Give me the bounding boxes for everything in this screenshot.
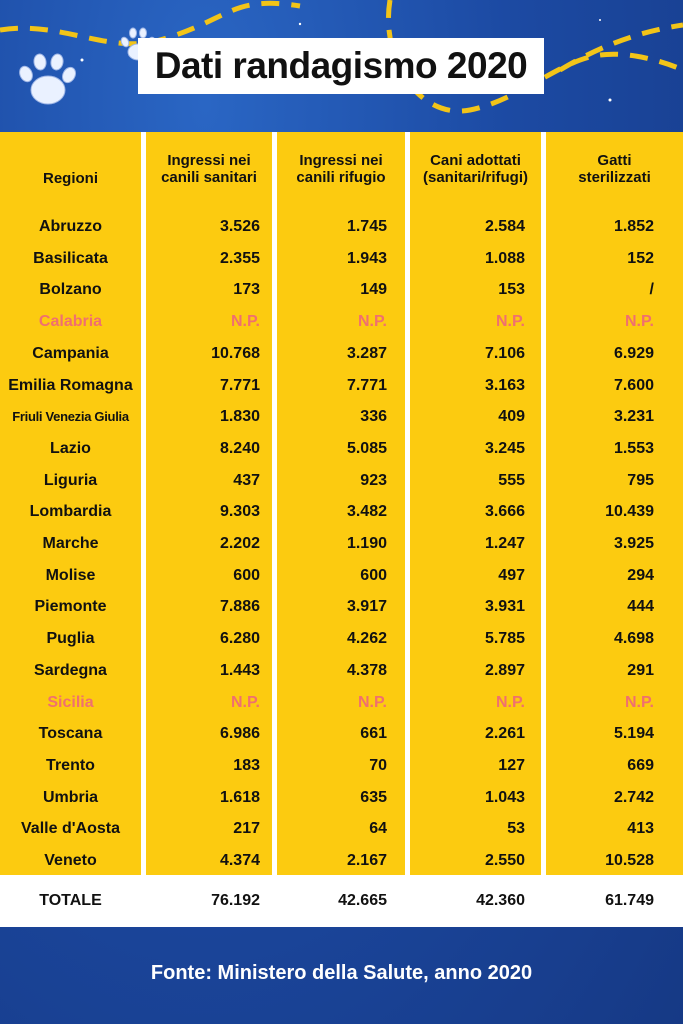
table-cell: 1.443 (219, 661, 260, 679)
total-label: TOTALE (39, 892, 102, 909)
table-cell: 7.600 (613, 376, 654, 394)
header-col4-line2: sterilizzati (578, 169, 651, 186)
table-cell: 70 (369, 756, 387, 774)
table-row (0, 560, 683, 591)
title-box (138, 38, 544, 94)
table-cell: 6.280 (219, 630, 260, 648)
table-cell: 2.584 (484, 218, 525, 235)
header-col2-line1: Ingressi nei (299, 152, 383, 169)
table-row (0, 306, 683, 337)
table-cell: 64 (369, 820, 387, 838)
table-cell: 413 (627, 820, 654, 838)
table-cell: 3.231 (613, 408, 654, 426)
table-cell: 7.106 (484, 344, 525, 362)
table-cell: 444 (627, 598, 654, 616)
table-cell: 2.202 (219, 535, 260, 552)
region-name: Campania (32, 344, 109, 362)
table-row (0, 401, 683, 432)
table-cell: 635 (360, 788, 387, 806)
table-cell: N.P. (357, 313, 387, 331)
table-cell: 10.439 (605, 503, 654, 521)
table-cell: 4.698 (613, 630, 654, 648)
table-cell: 661 (360, 725, 387, 743)
region-name: Emilia Romagna (8, 376, 133, 394)
table-row (0, 718, 683, 749)
table-cell: 1.852 (613, 218, 654, 235)
table-cell: 2.742 (613, 788, 654, 806)
table-cell: N.P. (357, 693, 387, 711)
table-cell: 5.085 (346, 439, 387, 457)
table-cell: 1.745 (346, 218, 387, 235)
header-col3 (410, 152, 541, 186)
table-cell: 497 (498, 566, 525, 584)
table-cell: 3.287 (346, 344, 387, 362)
source-caption: Fonte: Ministero della Salute, anno 2020 (150, 962, 533, 984)
table-cell: 5.785 (484, 630, 525, 648)
table-cell: 437 (233, 471, 260, 489)
total-row (0, 875, 683, 927)
table-cell: 127 (498, 756, 525, 774)
table-cell: N.P. (624, 693, 654, 711)
table-row (0, 243, 683, 274)
table-cell: 3.245 (484, 439, 525, 457)
region-name: Abruzzo (38, 218, 103, 235)
table-cell: 6.929 (613, 344, 654, 362)
table-cell: 3.925 (613, 535, 654, 552)
table-cell: 294 (627, 566, 654, 584)
table-cell: 5.194 (613, 725, 654, 743)
region-name: Bolzano (39, 281, 102, 299)
table-cell: 53 (507, 820, 525, 838)
region-name: Piemonte (34, 598, 107, 616)
header-col1 (146, 152, 272, 186)
header-regions: Regioni (43, 170, 98, 187)
table-cell: 3.482 (346, 503, 387, 521)
region-name: Molise (45, 566, 96, 584)
table-cell: N.P. (230, 693, 260, 711)
table-cell: 7.886 (219, 598, 260, 616)
table-cell: 291 (627, 661, 654, 679)
table-cell: 1.830 (219, 408, 260, 426)
region-name: Friuli Venezia Giulia (12, 409, 129, 425)
header-col4 (546, 152, 683, 186)
region-name: Sicilia (47, 693, 94, 711)
region-name: Lazio (50, 439, 91, 457)
table-cell: 2.550 (484, 852, 525, 869)
table-cell: 6.986 (219, 725, 260, 743)
table-cell: 1.618 (219, 788, 260, 806)
table-cell: 173 (233, 281, 260, 299)
table-row (0, 750, 683, 781)
header-col1-line1: Ingressi nei (167, 152, 251, 169)
region-name: Trento (46, 756, 95, 774)
region-name: Veneto (44, 852, 97, 869)
header-col2 (277, 152, 405, 186)
table-cell: 1.043 (484, 788, 525, 806)
table-cell: 3.163 (484, 376, 525, 394)
header-col3-line1: Cani adottati (430, 152, 521, 169)
region-name: Puglia (46, 630, 95, 648)
region-name: Umbria (42, 788, 99, 806)
table-row (0, 433, 683, 464)
table-cell: 795 (627, 471, 654, 489)
table-cell: 217 (233, 820, 260, 838)
region-name: Marche (42, 535, 99, 552)
table-cell: 2.897 (484, 661, 525, 679)
header-col1-line2: canili sanitari (161, 169, 257, 186)
table-cell: 600 (360, 566, 387, 584)
table-row (0, 813, 683, 844)
table-row (0, 528, 683, 559)
table-row (0, 496, 683, 527)
table-cell: 7.771 (219, 376, 260, 394)
table-cell: N.P. (495, 693, 525, 711)
table-row (0, 623, 683, 654)
region-name: Valle d'Aosta (21, 820, 120, 838)
table-cell: 183 (233, 756, 260, 774)
table-row (0, 274, 683, 305)
header-col2-line2: canili rifugio (296, 169, 386, 186)
table-cell: 4.378 (346, 661, 387, 679)
region-name: Calabria (38, 313, 103, 331)
header-col4-line1: Gatti (597, 152, 632, 169)
table-cell: 9.303 (219, 503, 260, 521)
table-cell: 669 (627, 756, 654, 774)
table-row (0, 845, 683, 876)
table-row (0, 465, 683, 496)
region-name: Toscana (38, 725, 103, 743)
table-cell: 149 (360, 281, 387, 299)
header-col3-line2: (sanitari/rifugi) (422, 169, 528, 186)
table-cell: 10.768 (211, 344, 260, 362)
region-name: Lombardia (29, 503, 112, 521)
table-cell: / (649, 281, 654, 299)
region-name: Sardegna (34, 661, 107, 679)
table-cell: 923 (360, 471, 387, 489)
table-cell: N.P. (624, 313, 654, 331)
table-cell: 600 (233, 566, 260, 584)
table-cell: 1.553 (613, 439, 654, 457)
table-cell: 152 (627, 249, 654, 267)
table-cell: 2.355 (219, 249, 260, 267)
table-cell: 153 (498, 281, 525, 299)
table-cell: 1.943 (346, 249, 387, 267)
table-cell: N.P. (495, 313, 525, 331)
table-row (0, 655, 683, 686)
table-cell: 1.190 (346, 535, 387, 552)
table-cell: 3.931 (484, 598, 525, 616)
region-name: Liguria (43, 471, 98, 489)
table-cell: 8.240 (219, 439, 260, 457)
paw-print-icon (12, 46, 82, 116)
table-cell: 4.374 (219, 852, 260, 869)
table-cell: 3.526 (219, 218, 260, 235)
total-cell: 42.665 (338, 892, 387, 909)
table-cell: 2.261 (484, 725, 525, 743)
table-cell: 555 (498, 471, 525, 489)
table-row (0, 211, 683, 242)
total-cell: 61.749 (605, 892, 654, 909)
table-cell: 3.666 (484, 503, 525, 521)
table-cell: 1.247 (484, 535, 525, 552)
table-row (0, 370, 683, 401)
table-cell: 2.167 (346, 852, 387, 869)
table-cell: 336 (360, 408, 387, 426)
table-row (0, 338, 683, 369)
total-cell: 42.360 (476, 892, 525, 909)
table-cell: 1.088 (484, 249, 525, 267)
table-cell: 4.262 (346, 630, 387, 648)
table-cell: 409 (498, 408, 525, 426)
table-row (0, 591, 683, 622)
region-name: Basilicata (33, 249, 108, 267)
table-cell: 7.771 (346, 376, 387, 394)
table-cell: 10.528 (605, 852, 654, 869)
table-row (0, 687, 683, 718)
table-row (0, 782, 683, 813)
table-cell: N.P. (230, 313, 260, 331)
total-cell: 76.192 (211, 892, 260, 909)
table-cell: 3.917 (346, 598, 387, 616)
page-title: Dati randagismo 2020 (154, 45, 528, 86)
